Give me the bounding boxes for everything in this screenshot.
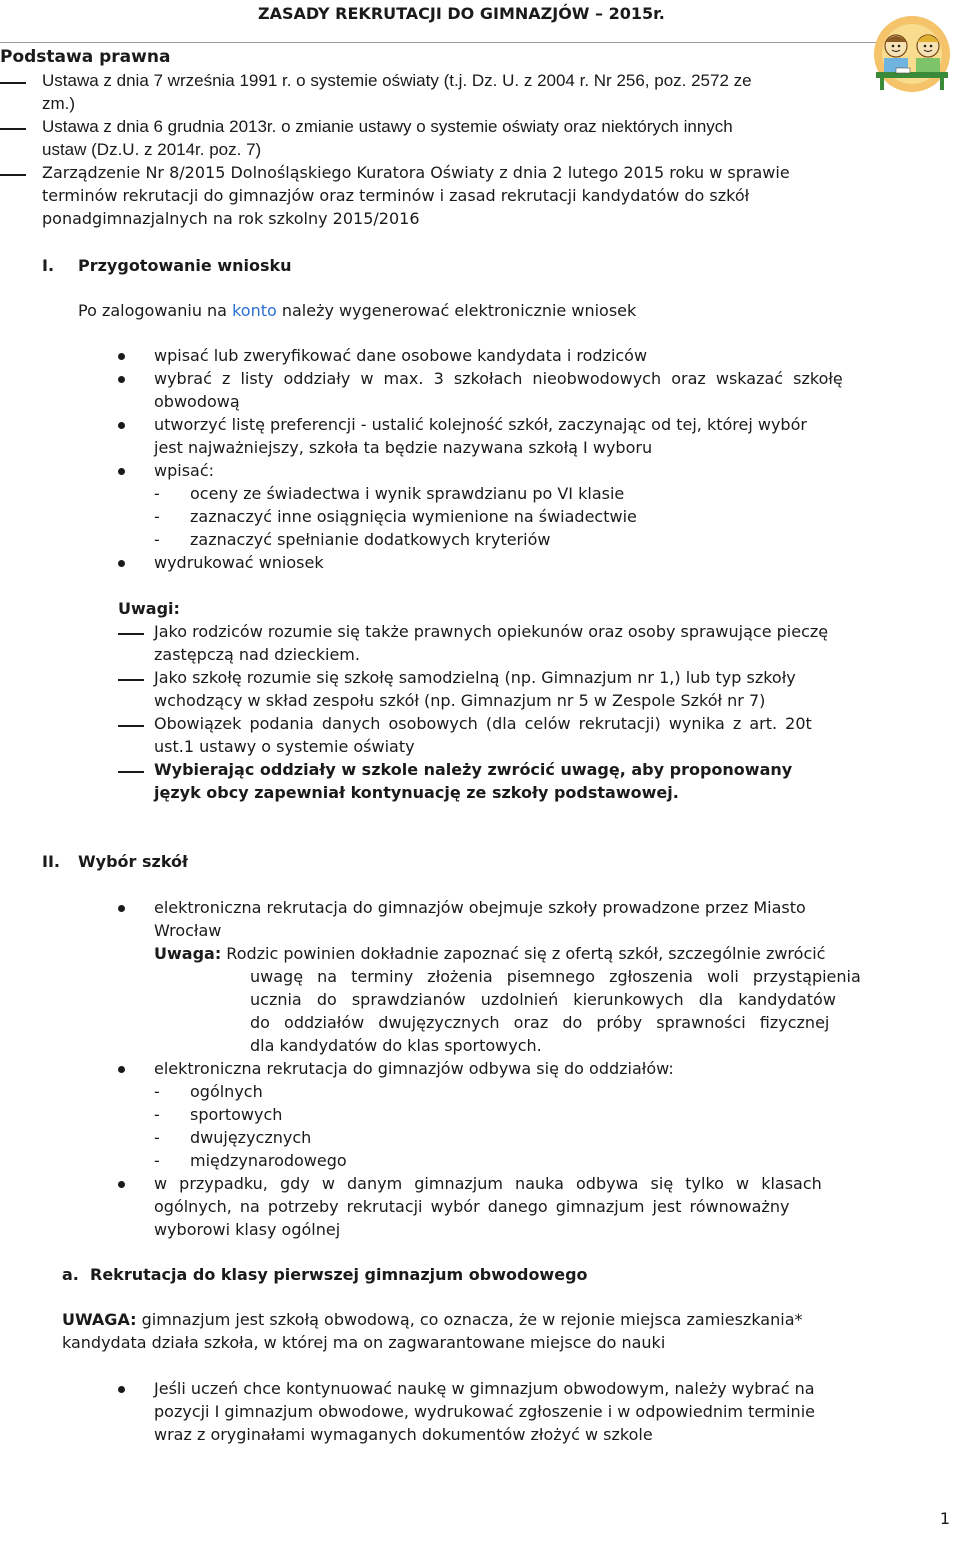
s1-bullet-3-line-2: jest najważniejszy, szkoła ta będzie nazywana szkołą I wyboru xyxy=(154,438,653,457)
s2-type-1: ogólnych xyxy=(190,1082,263,1101)
s1-sub-item-3: zaznaczyć spełnianie dodatkowych kryteriów xyxy=(190,530,551,549)
s1-bullet-5: wydrukować wniosek xyxy=(154,553,324,572)
s2-bullet-2: elektroniczna rekrutacja do gimnazjów odbywa się do oddziałów: xyxy=(154,1059,674,1078)
s-a-warning-text: gimnazjum jest szkołą obwodową, co oznacza, że w rejonie miejsca zamieszkania* xyxy=(136,1310,803,1329)
hyphen-marker: - xyxy=(154,1151,160,1170)
s2-note-line-2: uwagę na terminy złożenia pisemnego zgłoszenia woli przystąpienia xyxy=(250,967,861,986)
s-a-bullet-line-2: pozycji I gimnazjum obwodowe, wydrukować zgłoszenie i w odpowiednim terminie xyxy=(154,1402,815,1421)
s1-bullet-3-line-1: utworzyć listę preferencji - ustalić kolejność szkół, zaczynając od tej, której wybór xyxy=(154,415,807,434)
bullet-dot xyxy=(118,1181,125,1188)
section-a-number: a. xyxy=(62,1265,79,1284)
hyphen-marker: - xyxy=(154,1128,160,1147)
section-2-number: II. xyxy=(42,852,60,871)
school-children-logo-icon xyxy=(866,12,958,94)
legal-item-2-line-1: Ustawa z dnia 6 grudnia 2013r. o zmianie ustawy o systemie oświaty oraz niektórych innych xyxy=(42,117,733,136)
legal-item-3-line-3: ponadgimnazjalnych na rok szkolny 2015/2016 xyxy=(42,209,420,228)
bullet-dot xyxy=(118,1066,125,1073)
s-a-warning-line-2: kandydata działa szkoła, w której ma on zagwarantowane miejsce do nauki xyxy=(62,1333,666,1352)
s2-bullet-3-line-3: wyborowi klasy ogólnej xyxy=(154,1220,341,1239)
s1-bullet-4: wpisać: xyxy=(154,461,215,480)
bullet-dot xyxy=(118,353,125,360)
legal-item-3-line-1: Zarządzenie Nr 8/2015 Dolnośląskiego Kuratora Oświaty z dnia 2 lutego 2015 roku w sprawie xyxy=(42,163,790,182)
dash-marker xyxy=(0,82,26,84)
s2-note-line-4: do oddziałów dwujęzycznych oraz do próby sprawności fizycznej xyxy=(250,1013,830,1032)
bullet-dot xyxy=(118,468,125,475)
dash-marker xyxy=(118,725,144,727)
dash-marker xyxy=(118,633,144,635)
hyphen-marker: - xyxy=(154,1105,160,1124)
bullet-dot xyxy=(118,560,125,567)
legal-item-3-line-2: terminów rekrutacji do gimnazjów oraz terminów i zasad rekrutacji kandydatów do szkół xyxy=(42,186,750,205)
note-4-line-1: Wybierając oddziały w szkole należy zwrócić uwagę, aby proponowany xyxy=(154,760,793,779)
dash-marker xyxy=(118,679,144,681)
s2-bullet-3-line-2: ogólnych, na potrzeby rekrutacji wybór danego gimnazjum jest równoważny xyxy=(154,1197,790,1216)
notes-heading: Uwagi: xyxy=(118,599,180,618)
s2-note-line-5: dla kandydatów do klas sportowych. xyxy=(250,1036,542,1055)
s-a-warning-label: UWAGA: xyxy=(62,1310,137,1329)
s1-bullet-2-line-2: obwodową xyxy=(154,392,240,411)
konto-link[interactable]: konto xyxy=(232,301,277,320)
note-1-line-1: Jako rodziców rozumie się także prawnych opiekunów oraz osoby sprawujące pieczę xyxy=(154,622,829,641)
legal-basis-heading: Podstawa prawna xyxy=(0,47,171,67)
s2-bullet-3-line-1: w przypadku, gdy w danym gimnazjum nauka odbywa się tylko w klasach xyxy=(154,1174,822,1193)
note-1-line-2: zastępczą nad dzieckiem. xyxy=(154,645,360,664)
section-1-number: I. xyxy=(42,256,55,275)
dash-marker xyxy=(118,771,144,773)
section-2-title: Wybór szkół xyxy=(78,852,188,871)
note-2-line-2: wchodzący w skład zespołu szkół (np. Gimnazjum nr 5 w Zespole Szkół nr 7) xyxy=(154,691,766,710)
legal-item-1-line-2: zm.) xyxy=(42,94,76,113)
bullet-dot xyxy=(118,905,125,912)
intro-text-after: należy wygenerować elektronicznie wniosek xyxy=(276,301,637,320)
s1-bullet-1: wpisać lub zweryfikować dane osobowe kandydata i rodziców xyxy=(154,346,648,365)
s2-bullet-1-line-1: elektroniczna rekrutacja do gimnazjów obejmuje szkoły prowadzone przez Miasto xyxy=(154,898,806,917)
note-4-line-2: język obcy zapewniał kontynuację ze szkoły podstawowej. xyxy=(154,783,679,802)
bullet-dot xyxy=(118,422,125,429)
section-1-intro xyxy=(78,300,636,322)
note-2-line-1: Jako szkołę rozumie się szkołę samodzielną (np. Gimnazjum nr 1,) lub typ szkoły xyxy=(154,668,796,687)
s1-sub-item-1: oceny ze świadectwa i wynik sprawdzianu po VI klasie xyxy=(190,484,625,503)
s2-bullet-1-line-2: Wrocław xyxy=(154,921,222,940)
s1-sub-item-2: zaznaczyć inne osiągnięcia wymienione na świadectwie xyxy=(190,507,637,526)
hyphen-marker: - xyxy=(154,530,160,549)
s2-type-4: międzynarodowego xyxy=(190,1151,347,1170)
legal-item-1-line-1: Ustawa z dnia 7 września 1991 r. o systemie oświaty (t.j. Dz. U. z 2004 r. Nr 256, poz. 2572 ze xyxy=(42,71,752,90)
legal-item-2-line-2: ustaw (Dz.U. z 2014r. poz. 7) xyxy=(42,140,262,159)
s2-type-3: dwujęzycznych xyxy=(190,1128,312,1147)
s-a-warning-line-1 xyxy=(62,1309,803,1331)
s2-type-2: sportowych xyxy=(190,1105,283,1124)
s1-bullet-2-line-1: wybrać z listy oddziały w max. 3 szkołach nieobwodowych oraz wskazać szkołę xyxy=(154,369,843,388)
intro-text-before: Po zalogowaniu na xyxy=(78,301,233,320)
bullet-dot xyxy=(118,1386,125,1393)
note-3-line-2: ust.1 ustawy o systemie oświaty xyxy=(154,737,415,756)
page-number: 1 xyxy=(939,1509,950,1528)
bullet-dot xyxy=(118,376,125,383)
dash-marker xyxy=(0,128,26,130)
s2-note-text: Rodzic powinien dokładnie zapoznać się z ofertą szkół, szczególnie zwrócić xyxy=(221,944,826,963)
hyphen-marker: - xyxy=(154,484,160,503)
section-1-title: Przygotowanie wniosku xyxy=(78,256,292,275)
hyphen-marker: - xyxy=(154,1082,160,1101)
header-title: ZASADY REKRUTACJI DO GIMNAZJÓW – 2015r. xyxy=(258,4,665,23)
hyphen-marker: - xyxy=(154,507,160,526)
s2-note-line-3: ucznia do sprawdzianów uzdolnień kierunkowych dla kandydatów xyxy=(250,990,836,1009)
s2-note-line-1 xyxy=(154,943,825,965)
s-a-bullet-line-1: Jeśli uczeń chce kontynuować naukę w gimnazjum obwodowym, należy wybrać na xyxy=(154,1379,815,1398)
s2-note-label: Uwaga: xyxy=(154,944,222,963)
header-rule xyxy=(0,42,945,43)
section-a-title: Rekrutacja do klasy pierwszej gimnazjum obwodowego xyxy=(90,1265,588,1284)
note-3-line-1: Obowiązek podania danych osobowych (dla celów rekrutacji) wynika z art. 20t xyxy=(154,714,812,733)
dash-marker xyxy=(0,174,26,176)
s-a-bullet-line-3: wraz z oryginałami wymaganych dokumentów złożyć w szkole xyxy=(154,1425,653,1444)
